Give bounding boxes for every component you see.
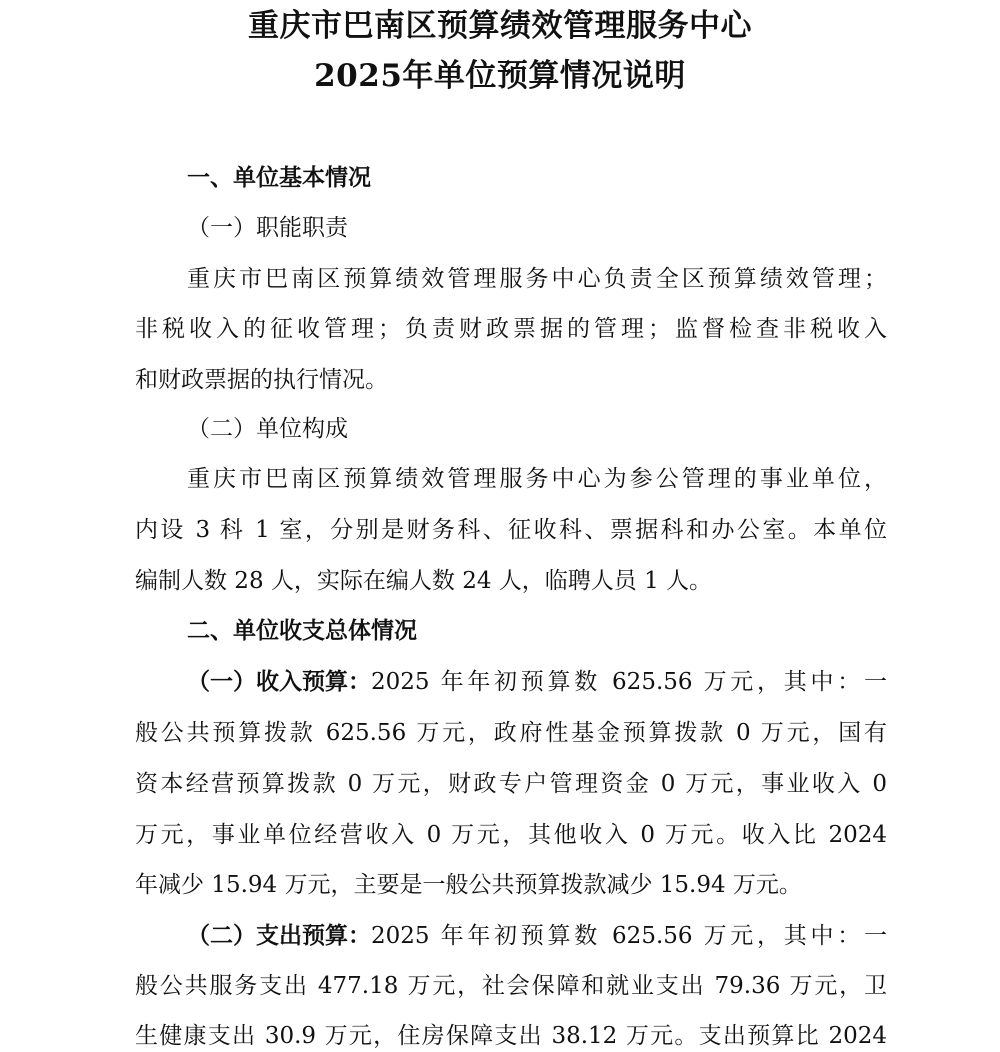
document-title: 重庆市巴南区预算绩效管理服务中心 xyxy=(248,8,752,44)
paragraph-line: 资本经营预算拨款 0 万元，财政专户管理资金 0 万元，事业收入 0 xyxy=(135,771,887,797)
paragraph-line: 万元，事业单位经营收入 0 万元，其他收入 0 万元。收入比 2024 xyxy=(135,822,887,848)
paragraph-line: 般公共服务支出 477.18 万元，社会保障和就业支出 79.36 万元，卫 xyxy=(135,973,887,999)
section-heading-basic-info: 一、单位基本情况 xyxy=(187,164,371,191)
paragraph-line: 重庆市巴南区预算绩效管理服务中心负责全区预算绩效管理； xyxy=(187,266,887,292)
paragraph-line: 生健康支出 30.9 万元，住房保障支出 38.12 万元。支出预算比 2024 xyxy=(135,1023,887,1049)
expense-label: （二）支出预算： xyxy=(187,922,371,949)
paragraph-line: 编制人数 28 人，实际在编人数 24 人，临聘人员 1 人。 xyxy=(135,568,713,594)
subheading-duties: （一）职能职责 xyxy=(187,215,348,241)
paragraph-line: 2025 年年初预算数 625.56 万元，其中：一 xyxy=(371,669,887,695)
paragraph-line: 内设 3 科 1 室，分别是财务科、征收科、票据科和办公室。本单位 xyxy=(135,517,887,543)
income-label: （一）收入预算： xyxy=(187,668,371,695)
paragraph-line: 重庆市巴南区预算绩效管理服务中心为参公管理的事业单位， xyxy=(187,466,887,492)
paragraph-line: 非税收入的征收管理；负责财政票据的管理；监督检查非税收入 xyxy=(135,316,887,342)
paragraph-line: 2025 年年初预算数 625.56 万元，其中：一 xyxy=(371,923,887,949)
section-heading-budget-overview: 二、单位收支总体情况 xyxy=(187,617,417,644)
document-subtitle: 2025年单位预算情况说明 xyxy=(314,58,686,94)
paragraph-line: 和财政票据的执行情况。 xyxy=(135,367,388,393)
expense-first-line xyxy=(187,921,887,951)
paragraph-line: 年减少 15.94 万元，主要是一般公共预算拨款减少 15.94 万元。 xyxy=(135,872,802,898)
paragraph-line: 般公共预算拨款 625.56 万元，政府性基金预算拨款 0 万元，国有 xyxy=(135,720,887,746)
subheading-composition: （二）单位构成 xyxy=(187,416,348,442)
income-first-line xyxy=(187,667,887,697)
